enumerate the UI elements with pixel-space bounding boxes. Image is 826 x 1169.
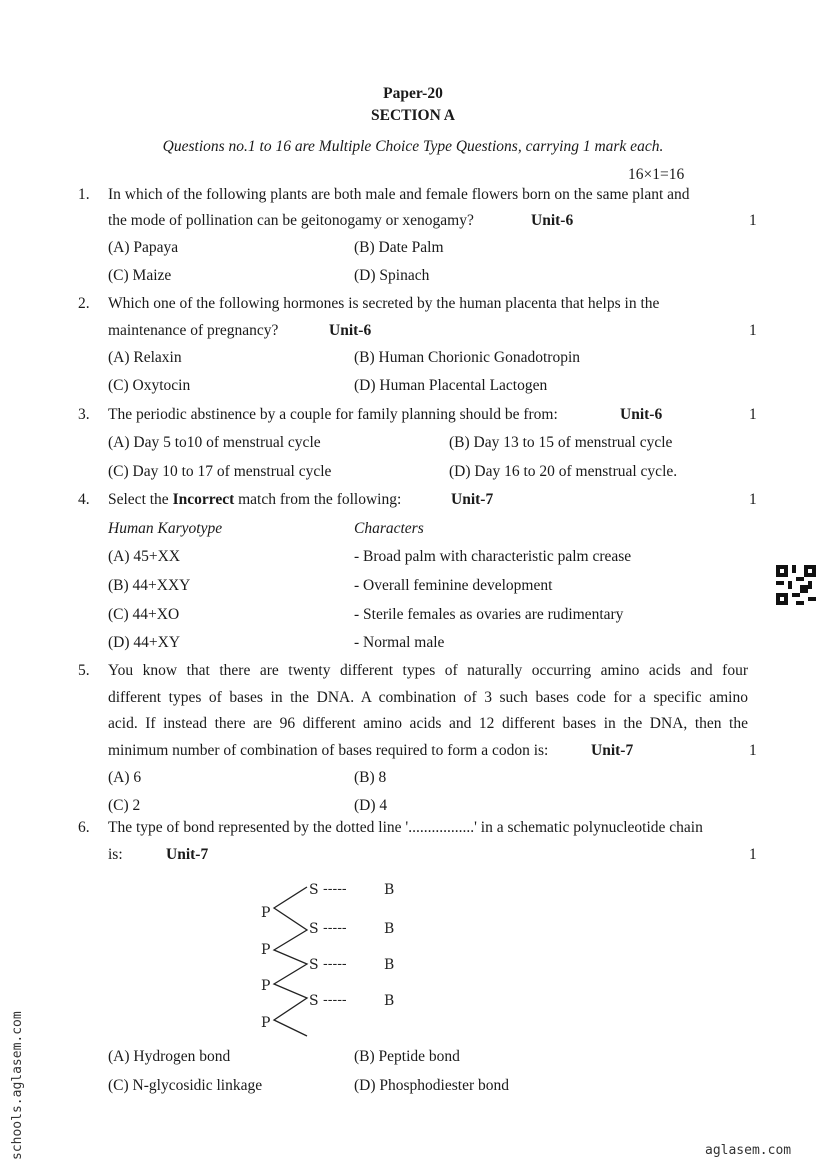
option-a: (A) 6 — [108, 769, 142, 786]
question-number: 2. — [78, 295, 90, 312]
question-text: acid. If instead there are 96 different amino acids and 12 different bases in the DNA, then the — [108, 715, 748, 732]
option-b: (B) 8 — [354, 769, 387, 786]
bond-dashes: ----- — [323, 881, 347, 897]
watermark: schools.aglasem.com — [10, 1011, 25, 1160]
bond-dashes: ----- — [323, 992, 347, 1008]
text-part: Select the — [108, 491, 173, 508]
question-text: The type of bond represented by the dotted line '.................' in a schematic polynucleotide chain — [108, 819, 703, 836]
backbone-lines — [274, 887, 307, 1036]
question-text: maintenance of pregnancy? — [108, 322, 279, 339]
match-right: - Sterile females as ovaries are rudimentary — [354, 606, 624, 623]
option-c: (C) Maize — [108, 267, 172, 284]
option-b: (B) Day 13 to 15 of menstrual cycle — [449, 434, 673, 451]
match-right: - Broad palm with characteristic palm crease — [354, 548, 632, 565]
question-text: Which one of the following hormones is secreted by the human placenta that helps in the — [108, 295, 660, 312]
match-left: (A) 45+XX — [108, 548, 181, 565]
unit-label: Unit-6 — [531, 212, 574, 229]
phosphate-label: P — [261, 905, 271, 921]
option-d: (D) Day 16 to 20 of menstrual cycle. — [449, 463, 678, 480]
option-a: (A) Day 5 to10 of menstrual cycle — [108, 434, 321, 451]
emphasis: Incorrect — [172, 491, 235, 508]
option-a: (A) Relaxin — [108, 349, 182, 366]
unit-label: Unit-7 — [591, 742, 634, 759]
phosphate-label: P — [261, 1015, 271, 1031]
unit-label: Unit-7 — [451, 491, 494, 508]
marks-total: 16×1=16 — [628, 166, 685, 183]
option-d: (D) Human Placental Lactogen — [354, 377, 548, 394]
base-label: B — [384, 957, 395, 973]
question-number: 1. — [78, 186, 90, 203]
sugar-label: S — [309, 882, 319, 898]
question-text: minimum number of combination of bases required to form a codon is: — [108, 742, 549, 759]
option-b: (B) Peptide bond — [354, 1048, 460, 1065]
option-d: (D) 4 — [354, 797, 388, 814]
match-left: (B) 44+XXY — [108, 577, 191, 594]
footer-site: aglasem.com — [705, 1143, 792, 1158]
question-text: is: — [108, 846, 123, 863]
option-c: (C) Day 10 to 17 of menstrual cycle — [108, 463, 332, 480]
question-text: the mode of pollination can be geitonogamy or xenogamy? — [108, 212, 474, 229]
question-text: The periodic abstinence by a couple for family planning should be from: — [108, 406, 558, 423]
question-text: You know that there are twenty different types of naturally occurring amino acids and four — [108, 662, 748, 679]
option-c: (C) Oxytocin — [108, 377, 191, 394]
base-label: B — [384, 993, 395, 1009]
marks: 1 — [749, 322, 757, 339]
column-header: Human Karyotype — [108, 520, 223, 537]
polynucleotide-diagram — [255, 872, 415, 1042]
marks: 1 — [749, 406, 757, 423]
match-left: (C) 44+XO — [108, 606, 180, 623]
text-part: match from the following: — [234, 491, 402, 508]
question-number: 5. — [78, 662, 90, 679]
section-title: SECTION A — [371, 107, 455, 124]
question-number: 3. — [78, 406, 90, 423]
sugar-label: S — [309, 957, 319, 973]
option-b: (B) Date Palm — [354, 239, 444, 256]
option-d: (D) Phosphodiester bond — [354, 1077, 509, 1094]
question-number: 6. — [78, 819, 90, 836]
marks: 1 — [749, 491, 757, 508]
marks: 1 — [749, 846, 757, 863]
phosphate-label: P — [261, 942, 271, 958]
unit-label: Unit-7 — [166, 846, 209, 863]
marks: 1 — [749, 742, 757, 759]
option-c: (C) 2 — [108, 797, 141, 814]
sugar-label: S — [309, 921, 319, 937]
column-header: Characters — [354, 520, 424, 537]
option-d: (D) Spinach — [354, 267, 430, 284]
base-label: B — [384, 921, 395, 937]
question-number: 4. — [78, 491, 90, 508]
option-c: (C) N-glycosidic linkage — [108, 1077, 263, 1094]
marks: 1 — [749, 212, 757, 229]
match-right: - Overall feminine development — [354, 577, 553, 594]
instructions: Questions no.1 to 16 are Multiple Choice Type Questions, carrying 1 mark each. — [162, 138, 664, 155]
option-a: (A) Hydrogen bond — [108, 1048, 231, 1065]
match-left: (D) 44+XY — [108, 634, 181, 651]
qr-code — [776, 565, 816, 605]
unit-label: Unit-6 — [620, 406, 663, 423]
option-b: (B) Human Chorionic Gonadotropin — [354, 349, 581, 366]
unit-label: Unit-6 — [329, 322, 372, 339]
paper-title: Paper-20 — [383, 85, 443, 102]
base-label: B — [384, 882, 395, 898]
match-right: - Normal male — [354, 634, 445, 651]
phosphate-label: P — [261, 978, 271, 994]
sugar-label: S — [309, 993, 319, 1009]
bond-dashes: ----- — [323, 956, 347, 972]
option-a: (A) Papaya — [108, 239, 179, 256]
question-text — [108, 491, 401, 509]
bond-dashes: ----- — [323, 920, 347, 936]
question-text: different types of bases in the DNA. A combination of 3 such bases code for a specific amino — [108, 689, 748, 706]
question-text: In which of the following plants are both male and female flowers born on the same plant and — [108, 186, 690, 203]
